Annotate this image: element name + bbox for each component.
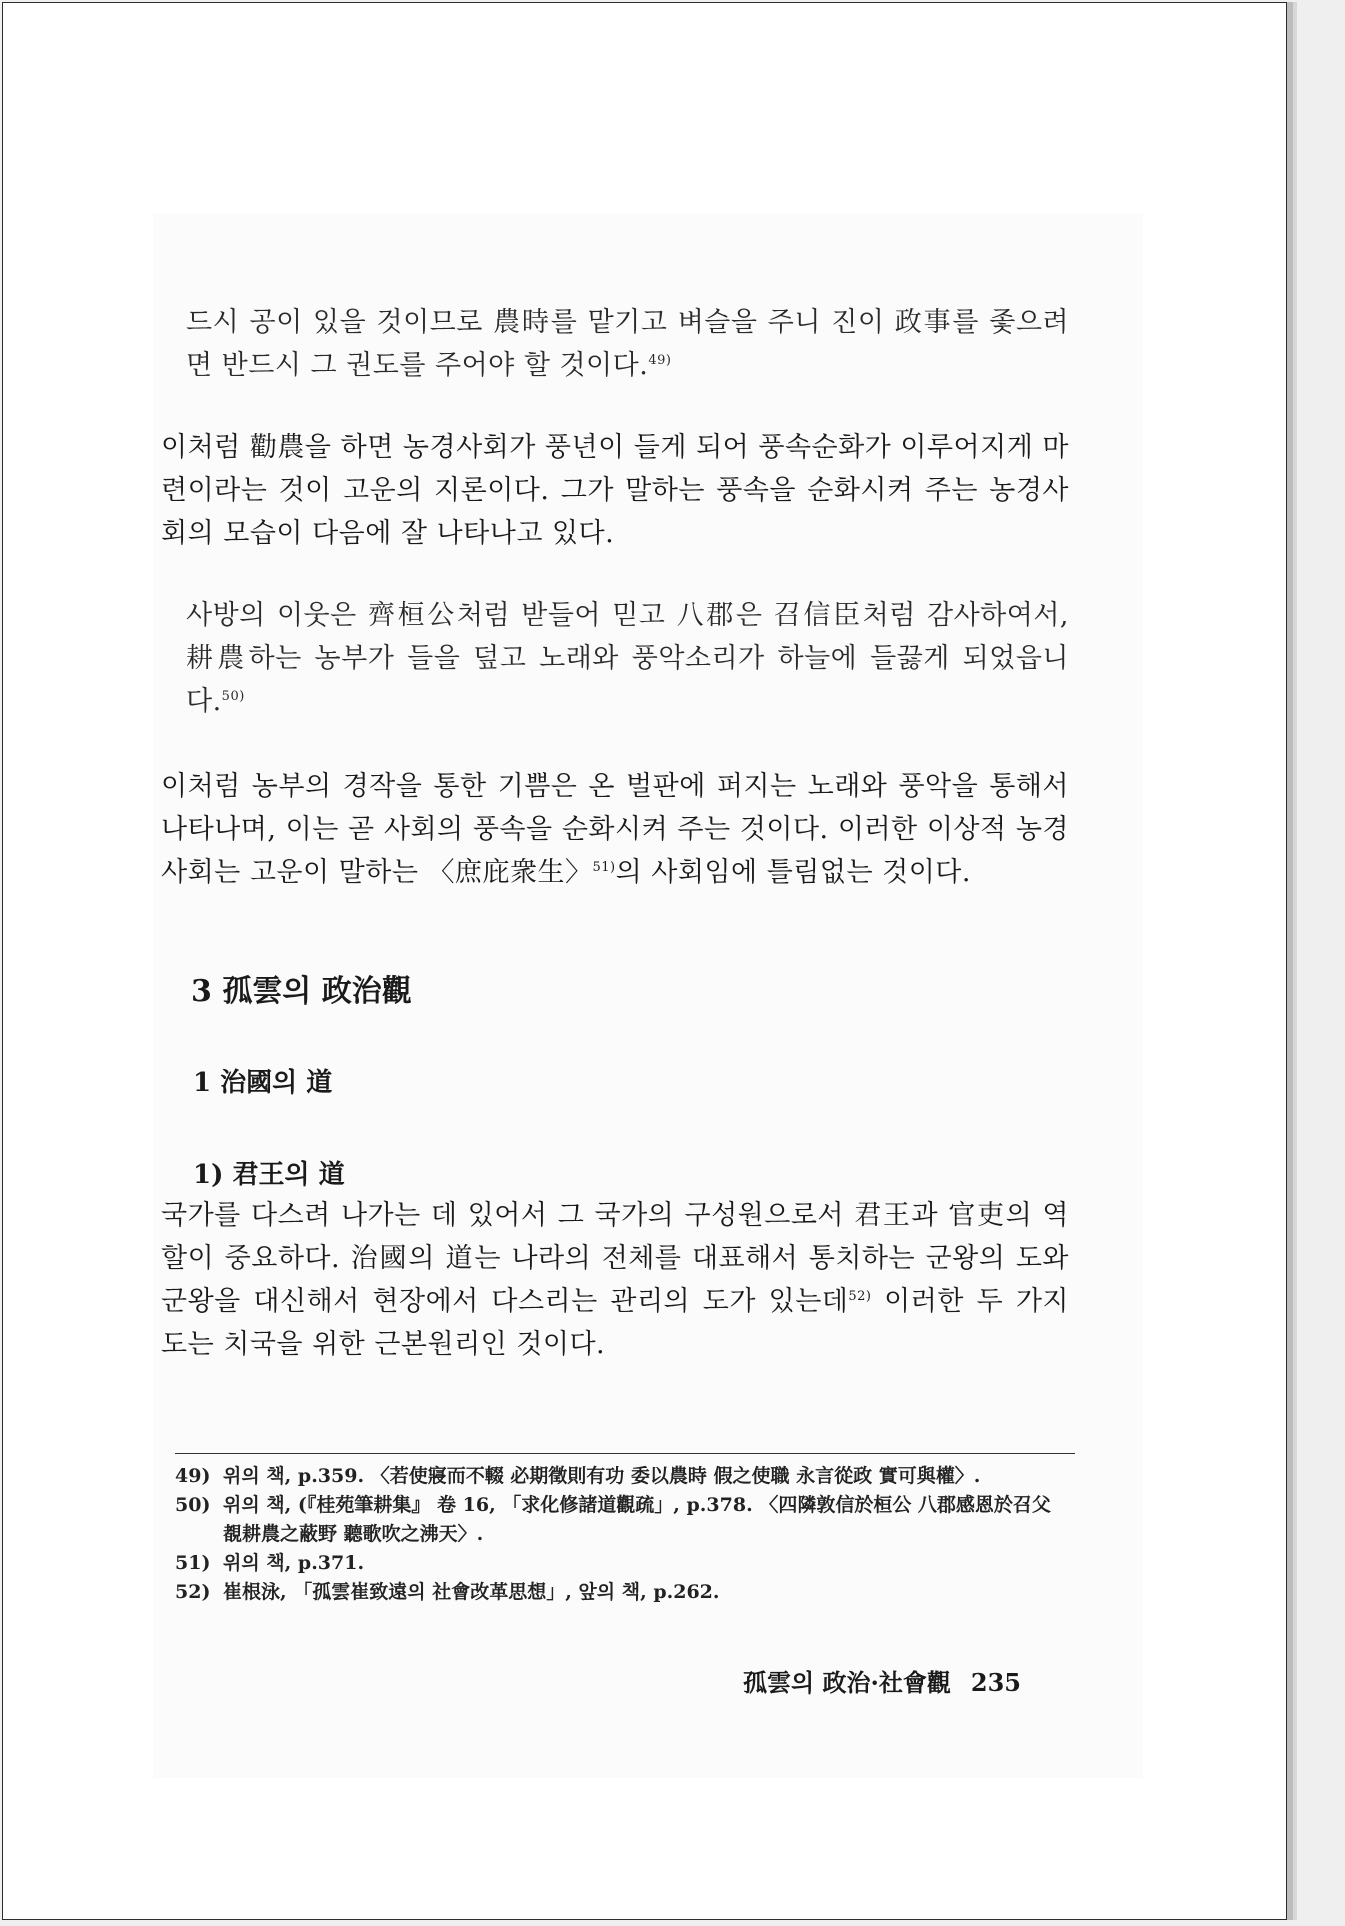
footnotes	[175, 1453, 1075, 1607]
paragraph-text-a: 이처럼 농부의 경작을 통한 기쁨은 온 벌판에 퍼지는 노래와 풍악을 통해서 나타나며, 이는 곧 사회의 풍속을 순화시켜 주는 것이다. 이러한 이상적 농경사회는 고운이 말하는 〈庶庇衆生〉	[161, 771, 1069, 888]
page-number: 235	[970, 1668, 1022, 1697]
section-heading: 3 孤雲의 政治觀	[191, 974, 412, 1009]
quote-text-49: 드시 공이 있을 것이므로 農時를 맡기고 벼슬을 주니 진이 政事를 좇으려면 반드시 그 권도를 주어야 할 것이다.	[186, 307, 1069, 381]
quote-text-50: 사방의 이웃은 齊桓公처럼 받들어 믿고 八郡은 召信臣처럼 감사하여서, 耕農하는 농부가 들을 덮고 노래와 풍악소리가 하늘에 들끓게 되었읍니다.	[186, 600, 1069, 717]
paragraph-text-b: 의 사회임에 틀림없는 것이다.	[615, 857, 971, 888]
footnote-text: 위의 책, p.371.	[223, 1552, 365, 1574]
footnote-ref-52[interactable]: 52)	[848, 1289, 872, 1304]
subsubsection-heading: 1) 君王의 道	[193, 1160, 345, 1190]
footnote-number: 52)	[175, 1581, 211, 1603]
footnote-text: 위의 책, p.359. 〈若使寢而不輟 必期徵則有功 委以農時 假之使職 永言從政 實可與權〉.	[223, 1465, 981, 1487]
paragraph-text-d: 이러한 두 가지 도는 치국을 위한 근본원리인 것이다.	[161, 1286, 1069, 1360]
page-sheet	[2, 2, 1287, 1920]
footnote-ref-51[interactable]: 51)	[592, 860, 616, 875]
footnote-ref-49[interactable]: 49)	[648, 353, 672, 368]
quote-paragraph-50	[161, 594, 1069, 723]
footnote-text: 崔根泳, 「孤雲崔致遠의 社會改革思想」, 앞의 책, p.262.	[223, 1581, 720, 1603]
footnote-51	[175, 1549, 1075, 1578]
footnote-number: 51)	[175, 1552, 211, 1574]
running-footer	[743, 1663, 1021, 1698]
quote-paragraph-49	[161, 301, 1069, 387]
paragraph-ideal-society	[161, 765, 1069, 894]
running-title: 孤雲의 政治·社會觀	[743, 1668, 951, 1697]
paragraph-farming-customs: 이처럼 勸農을 하면 농경사회가 풍년이 들게 되어 풍속순화가 이루어지게 마련이라는 것이 고운의 지론이다. 그가 말하는 풍속을 순화시켜 주는 농경사회의 모습이 다음에 잘 나타나고 있다.	[161, 432, 1069, 549]
subsection-heading: 1 治國의 道	[193, 1068, 333, 1098]
footnote-text: 위의 책, (『桂苑筆耕集』 卷 16, 「求化修諸道觀疏」, p.378. 〈四隣敦信於桓公 八郡感恩於召父 覩耕農之蔽野 聽歌吹之沸天〉.	[223, 1494, 1051, 1545]
paragraph-text-c: 국가를 다스려 나가는 데 있어서 그 국가의 구성원으로서 君王과 官吏의 역할이 중요하다. 治國의 道는 나라의 전체를 대표해서 통치하는 군왕의 도와 군왕을 대신해서 현장에서 다스리는 관리의 도가 있는데	[161, 1200, 1069, 1317]
footnote-49	[175, 1462, 1075, 1491]
footnote-52	[175, 1578, 1075, 1607]
footnote-ref-50[interactable]: 50)	[221, 689, 245, 704]
body-text	[161, 301, 1069, 1366]
footnote-50	[175, 1491, 1075, 1549]
paragraph-governance	[161, 1194, 1069, 1366]
footnote-number: 50)	[175, 1494, 211, 1516]
footnote-number: 49)	[175, 1465, 211, 1487]
